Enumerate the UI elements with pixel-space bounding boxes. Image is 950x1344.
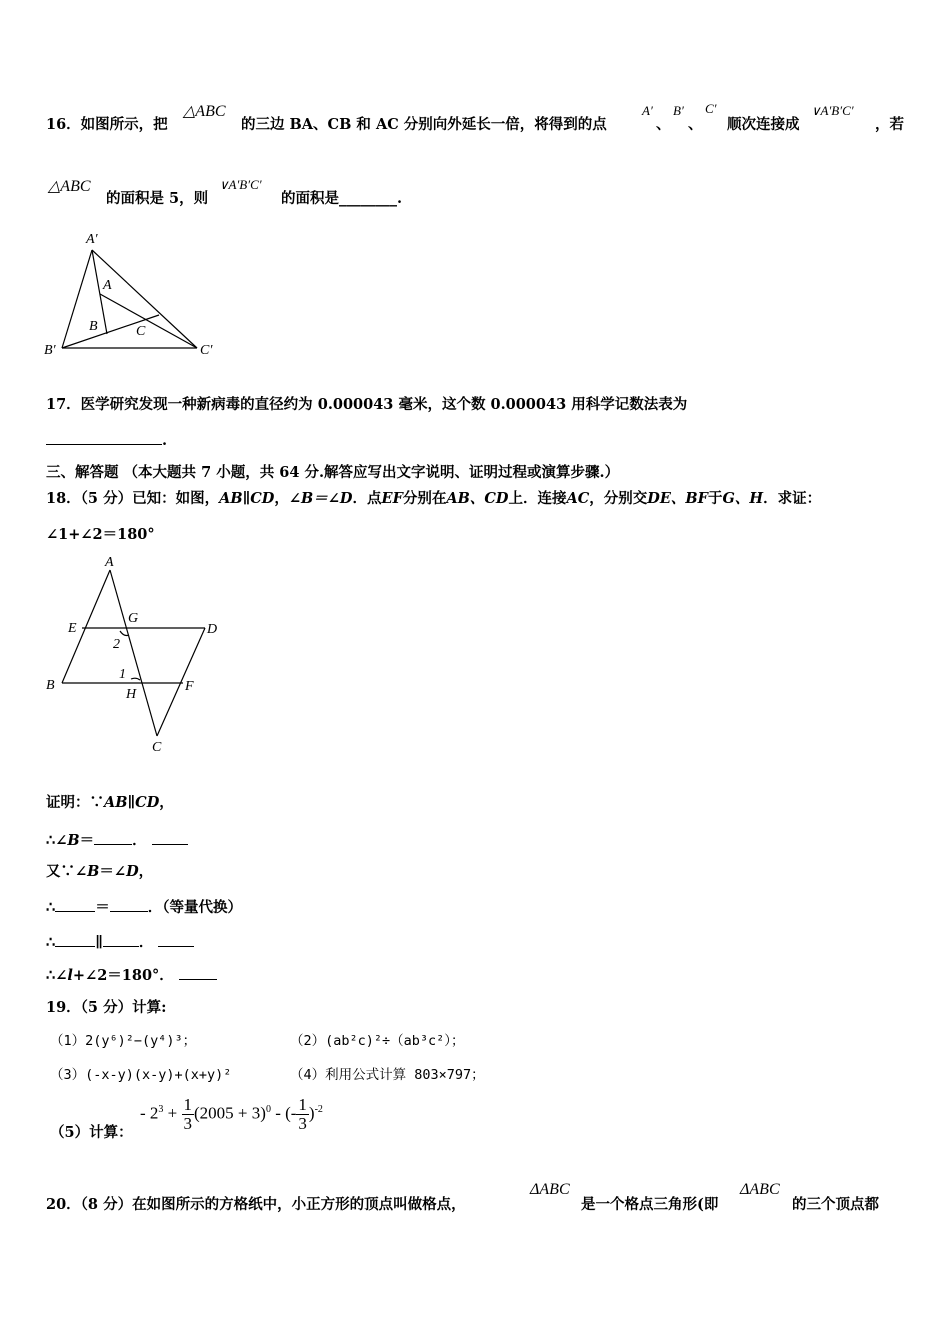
q18-debf: DE、BF bbox=[647, 490, 708, 507]
q18-t5: 于 bbox=[707, 490, 723, 507]
proof-5b: ∥ bbox=[95, 934, 103, 951]
q18-t2: 分别在 bbox=[402, 490, 447, 507]
q17-text: 17．医学研究发现一种新病毒的直径约为 0.000043 毫米，这个数 0.000043 用科学记数法表为 bbox=[46, 396, 688, 413]
q17-blank[interactable] bbox=[46, 430, 162, 445]
proof-3b: B bbox=[87, 863, 100, 880]
q18-t4: ，分别交 bbox=[589, 490, 648, 507]
q20-text-a: 20．（8 分）在如图所示的方格纸中，小正方形的顶点叫做格点， bbox=[46, 1196, 466, 1213]
label-b: B bbox=[46, 678, 55, 693]
proof-3a: 又∵∠ bbox=[46, 863, 88, 880]
expr-exp-3: 3 bbox=[158, 1103, 164, 1115]
label-a: A bbox=[103, 278, 112, 293]
proof-1b: AB∥CD bbox=[104, 794, 160, 811]
q17-period: . bbox=[162, 432, 168, 449]
proof-2b: B bbox=[67, 832, 80, 849]
expr-minus-paren: - (- bbox=[275, 1103, 297, 1123]
q16-tri-prime-2: ∨A′B′C′ bbox=[219, 177, 262, 192]
q16-sep2: 、 bbox=[688, 116, 703, 133]
proof-4a: ∴ bbox=[46, 899, 56, 916]
edge-a1-b1 bbox=[62, 250, 92, 348]
q16-text2: 顺次连接成 bbox=[727, 116, 800, 133]
label-c-prime: C′ bbox=[200, 343, 213, 358]
proof-4-blank-2[interactable] bbox=[110, 897, 148, 912]
frac2-den: 3 bbox=[298, 1114, 307, 1133]
q20-tri-2: ΔABC bbox=[740, 1181, 780, 1198]
q18-angle-b-d: ∠B＝∠D bbox=[288, 490, 353, 507]
q16-point-c-prime: C′ bbox=[705, 101, 717, 116]
proof-line-5 bbox=[46, 932, 194, 952]
segment-dc bbox=[157, 628, 205, 736]
label-e: E bbox=[68, 621, 77, 636]
q19-item-3: （3）(-x-y)(x-y)+(x+y)² bbox=[50, 1067, 232, 1083]
q18-abcd: AB、CD bbox=[446, 490, 509, 507]
angle-1-arc bbox=[131, 678, 140, 680]
proof-2-blank-2[interactable] bbox=[152, 830, 188, 845]
proof-6-blank[interactable] bbox=[179, 965, 217, 980]
proof-5-blank-1[interactable] bbox=[55, 932, 95, 947]
q18-t6: ．求证： bbox=[763, 490, 822, 507]
label-2: 2 bbox=[113, 637, 120, 652]
label-b: B bbox=[89, 319, 98, 334]
q16-point-a-prime: A′ bbox=[642, 103, 653, 118]
q18-figure bbox=[40, 552, 230, 757]
expr-paren: (2005 + 3) bbox=[194, 1103, 266, 1123]
q16-text1: 的三边 BA、CB 和 AC 分别向外延长一倍，将得到的点 bbox=[241, 116, 607, 133]
q20-text-c: 的三个顶点都 bbox=[792, 1196, 879, 1213]
q18-t1: ．点 bbox=[352, 490, 382, 507]
expr-fraction-1 bbox=[182, 1096, 195, 1133]
q19-item-4: （4）利用公式计算 803×797； bbox=[290, 1067, 485, 1083]
q18-ab-cd: AB∥CD bbox=[219, 490, 275, 507]
proof-2d: ． bbox=[132, 832, 147, 849]
label-1: 1 bbox=[119, 667, 126, 682]
expr-close-paren: ) bbox=[308, 1103, 315, 1123]
proof-5c: ． bbox=[138, 934, 154, 951]
q16-tri-prime: ∨A′B′C′ bbox=[811, 103, 854, 118]
proof-1a: 证明：∵ bbox=[46, 794, 104, 811]
proof-line-4 bbox=[46, 897, 242, 917]
q16-tri-abc-2: △ABC bbox=[48, 178, 91, 195]
label-c: C bbox=[152, 740, 162, 755]
proof-line-3 bbox=[46, 863, 153, 881]
expr-neg-two: - 2 bbox=[140, 1103, 159, 1123]
q19-item-2: （2）(ab²c)²÷（ab³c²）； bbox=[290, 1033, 465, 1049]
segment-ac bbox=[110, 570, 157, 736]
proof-6b: l bbox=[67, 967, 73, 984]
expr-exp-0: 0 bbox=[265, 1103, 271, 1115]
q16-figure bbox=[40, 228, 230, 363]
frac1-den: 3 bbox=[183, 1114, 193, 1133]
proof-2-blank-1[interactable] bbox=[94, 830, 132, 845]
label-c: C bbox=[136, 324, 146, 339]
q19-expression bbox=[140, 1096, 323, 1133]
q17-answer-line bbox=[46, 430, 167, 450]
q20-tri-1: ΔABC bbox=[530, 1181, 570, 1198]
label-g: G bbox=[128, 611, 139, 626]
proof-3e: ， bbox=[138, 863, 154, 880]
q16-line1-start bbox=[46, 116, 168, 134]
q18-comma: ， bbox=[274, 490, 289, 507]
proof-5a: ∴ bbox=[46, 934, 56, 951]
q18-ef: EF bbox=[381, 490, 403, 507]
proof-6a: ∴∠ bbox=[46, 967, 68, 984]
label-h: H bbox=[126, 687, 137, 702]
label-f: F bbox=[185, 679, 194, 694]
proof-5-blank-3[interactable] bbox=[158, 932, 194, 947]
label-a-prime: A′ bbox=[86, 232, 98, 247]
q19-item-5: （5）计算： bbox=[50, 1124, 133, 1141]
q18-line2: ∠1+∠2＝180° bbox=[46, 526, 155, 543]
proof-2c: ＝ bbox=[79, 832, 95, 849]
proof-4-blank-1[interactable] bbox=[55, 897, 95, 912]
q16-number: 16．如图所示，把 bbox=[46, 116, 168, 133]
q18-line1 bbox=[46, 490, 821, 508]
q16-tri-abc: △ABC bbox=[183, 103, 226, 120]
label-a: A bbox=[105, 555, 114, 570]
proof-3c: ＝∠ bbox=[99, 863, 127, 880]
q19-item-1: （1）2(y⁶)²−(y⁴)³； bbox=[50, 1033, 197, 1049]
expr-fraction-2 bbox=[296, 1096, 309, 1133]
proof-2a: ∴∠ bbox=[46, 832, 68, 849]
q18-gh: G、H bbox=[722, 490, 764, 507]
q16-point-b-prime: B′ bbox=[673, 103, 684, 118]
frac1-num: 1 bbox=[183, 1095, 193, 1114]
q18-t3: 上．连接 bbox=[508, 490, 567, 507]
proof-line-1 bbox=[46, 794, 174, 812]
q16-text5: 的面积是________. bbox=[281, 190, 403, 207]
q16-text4: 的面积是 5，则 bbox=[106, 190, 209, 207]
proof-4b: ＝ bbox=[95, 899, 110, 916]
proof-5-blank-2[interactable] bbox=[103, 932, 139, 947]
frac2-num: 1 bbox=[298, 1095, 307, 1114]
q19-title: 19．（5 分）计算: bbox=[46, 999, 167, 1016]
expr-plus: + bbox=[167, 1103, 178, 1123]
proof-4c: ．（等量代换） bbox=[147, 899, 242, 916]
proof-6c: +∠2＝180°． bbox=[72, 967, 174, 984]
expr-exp-neg2: -2 bbox=[314, 1103, 323, 1115]
proof-1c: ， bbox=[159, 794, 174, 811]
label-b-prime: B′ bbox=[44, 343, 56, 358]
q18-number: 18．（5 分）已知：如图， bbox=[46, 490, 220, 507]
proof-line-6 bbox=[46, 965, 217, 985]
q16-sep1: 、 bbox=[656, 116, 671, 133]
q20-text-b: 是一个格点三角形(即 bbox=[581, 1196, 719, 1213]
q16-text3: ，若 bbox=[875, 116, 904, 133]
section-3-heading: 三、解答题 （本大题共 7 小题，共 64 分.解答应写出文字说明、证明过程或演算步骤.） bbox=[46, 464, 620, 481]
label-d: D bbox=[207, 622, 218, 637]
proof-line-2 bbox=[46, 830, 188, 850]
q18-ac: AC bbox=[566, 490, 590, 507]
proof-3d: D bbox=[126, 863, 139, 880]
